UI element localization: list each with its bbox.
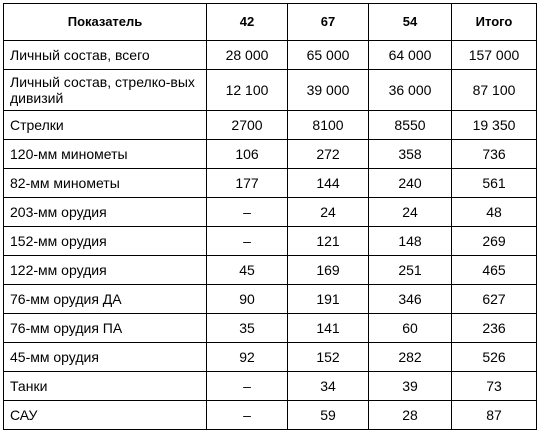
table-row xyxy=(4,111,537,140)
cell-value: 2700 xyxy=(207,111,288,140)
cell-value: 358 xyxy=(369,140,452,169)
table-row xyxy=(4,343,537,372)
cell-value: 191 xyxy=(288,285,369,314)
cell-value: 141 xyxy=(288,314,369,343)
table-row xyxy=(4,314,537,343)
table-row xyxy=(4,140,537,169)
data-table-container xyxy=(3,3,537,430)
header-total: Итого xyxy=(452,4,537,41)
cell-value: 48 xyxy=(452,198,537,227)
cell-value: 121 xyxy=(288,227,369,256)
cell-value: 65 000 xyxy=(288,41,369,70)
cell-value: 526 xyxy=(452,343,537,372)
cell-value: 60 xyxy=(369,314,452,343)
cell-value: 39 000 xyxy=(288,70,369,111)
forces-table xyxy=(3,3,537,430)
cell-value: 236 xyxy=(452,314,537,343)
table-row xyxy=(4,401,537,430)
cell-value: 28 000 xyxy=(207,41,288,70)
cell-value: 24 xyxy=(288,198,369,227)
cell-value: 34 xyxy=(288,372,369,401)
table-row xyxy=(4,41,537,70)
cell-value: 152 xyxy=(288,343,369,372)
row-label: Личный состав, всего xyxy=(4,41,207,70)
cell-value: 90 xyxy=(207,285,288,314)
cell-value: 87 xyxy=(452,401,537,430)
row-label: Танки xyxy=(4,372,207,401)
cell-value: – xyxy=(207,401,288,430)
row-label: 203-мм орудия xyxy=(4,198,207,227)
cell-value: – xyxy=(207,372,288,401)
cell-value: 240 xyxy=(369,169,452,198)
cell-value: 36 000 xyxy=(369,70,452,111)
row-label: 120-мм минометы xyxy=(4,140,207,169)
cell-value: 73 xyxy=(452,372,537,401)
row-label: 45-мм орудия xyxy=(4,343,207,372)
row-label: 122-мм орудия xyxy=(4,256,207,285)
cell-value: 148 xyxy=(369,227,452,256)
table-row xyxy=(4,70,537,111)
cell-value: 627 xyxy=(452,285,537,314)
cell-value: 59 xyxy=(288,401,369,430)
cell-value: 282 xyxy=(369,343,452,372)
row-label: 152-мм орудия xyxy=(4,227,207,256)
cell-value: – xyxy=(207,227,288,256)
cell-value: 45 xyxy=(207,256,288,285)
table-row xyxy=(4,227,537,256)
header-indicator: Показатель xyxy=(4,4,207,41)
cell-value: 64 000 xyxy=(369,41,452,70)
cell-value: 12 100 xyxy=(207,70,288,111)
header-col-67: 67 xyxy=(288,4,369,41)
cell-value: 272 xyxy=(288,140,369,169)
row-label: САУ xyxy=(4,401,207,430)
cell-value: 251 xyxy=(369,256,452,285)
cell-value: 269 xyxy=(452,227,537,256)
cell-value: 35 xyxy=(207,314,288,343)
cell-value: 24 xyxy=(369,198,452,227)
row-label: Личный состав, стрелко-вых дивизий xyxy=(4,70,207,111)
cell-value: 8550 xyxy=(369,111,452,140)
table-row xyxy=(4,198,537,227)
cell-value: 561 xyxy=(452,169,537,198)
row-label: 82-мм минометы xyxy=(4,169,207,198)
table-row xyxy=(4,372,537,401)
table-row xyxy=(4,285,537,314)
cell-value: 28 xyxy=(369,401,452,430)
cell-value: 39 xyxy=(369,372,452,401)
row-label: 76-мм орудия ПА xyxy=(4,314,207,343)
cell-value: 92 xyxy=(207,343,288,372)
cell-value: 19 350 xyxy=(452,111,537,140)
table-header-row xyxy=(4,4,537,41)
cell-value: 736 xyxy=(452,140,537,169)
cell-value: 8100 xyxy=(288,111,369,140)
cell-value: 87 100 xyxy=(452,70,537,111)
row-label: Стрелки xyxy=(4,111,207,140)
header-col-54: 54 xyxy=(369,4,452,41)
cell-value: 169 xyxy=(288,256,369,285)
cell-value: 177 xyxy=(207,169,288,198)
cell-value: 157 000 xyxy=(452,41,537,70)
header-col-42: 42 xyxy=(207,4,288,41)
cell-value: 144 xyxy=(288,169,369,198)
table-row xyxy=(4,169,537,198)
table-row xyxy=(4,256,537,285)
cell-value: – xyxy=(207,198,288,227)
cell-value: 106 xyxy=(207,140,288,169)
cell-value: 465 xyxy=(452,256,537,285)
cell-value: 346 xyxy=(369,285,452,314)
row-label: 76-мм орудия ДА xyxy=(4,285,207,314)
